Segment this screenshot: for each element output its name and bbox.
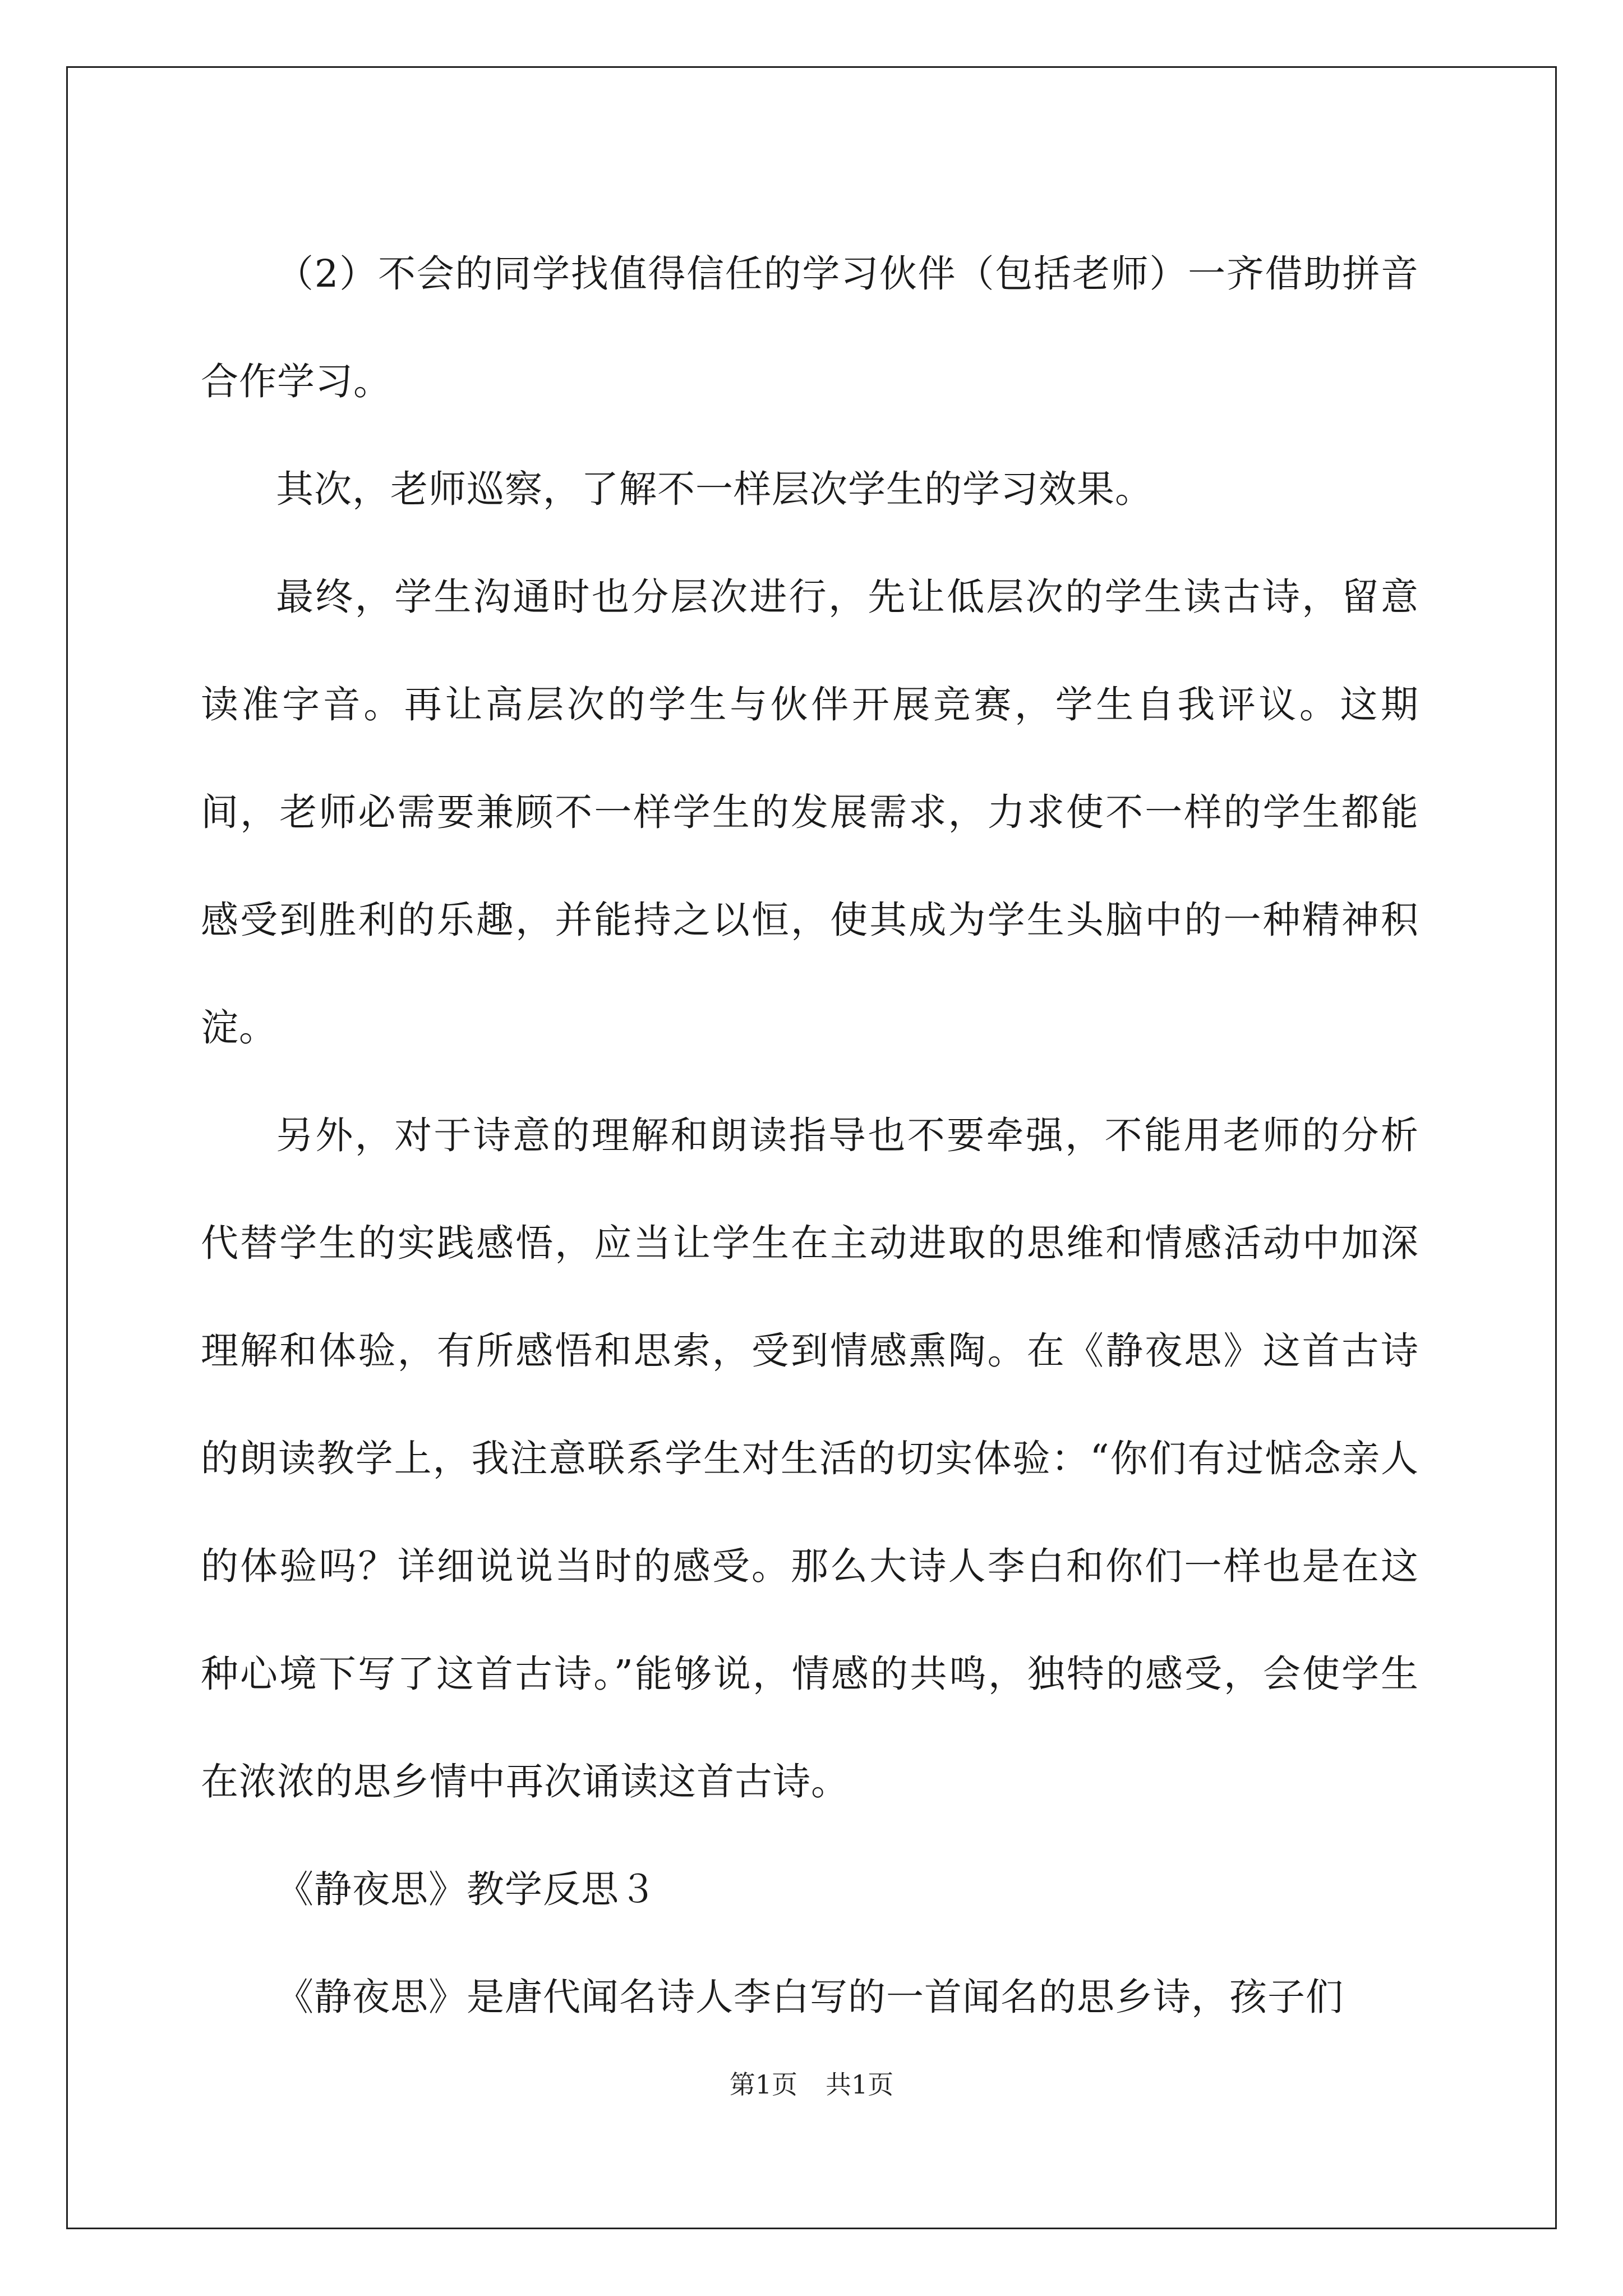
page-number-total: 共1页 xyxy=(826,2069,894,2100)
paragraph-4: 另外，对于诗意的理解和朗读指导也不要牵强，不能用老师的分析代替学生的实践感悟，应当让学生在主动进取的思维和情感活动中加深理解和体验，有所感悟和思索，受到情感熏陶。在《静夜思》这首古诗的朗读教学上，我注意联系学生对生活的切实体验：“你们有过惦念亲人的体验吗？详细说说当时的感受。那么大诗人李白和你们一样也是在这种心境下写了这首古诗。”能够说，情感的共鸣，独特的感受，会使学生在浓浓的思乡情中再次诵读这首古诗。 xyxy=(201,1114,1419,1803)
page-number-current: 第1页 xyxy=(729,2069,797,2100)
paragraph-5: 《静夜思》是唐代闻名诗人李白写的一首闻名的思乡诗，孩子们 xyxy=(276,1975,1344,2019)
paragraph-1: （2）不会的同学找值得信任的学习伙伴（包括老师）一齐借助拼音合作学习。 xyxy=(201,252,1419,403)
page-footer xyxy=(0,2068,1623,2101)
section-heading: 《静夜思》教学反思３ xyxy=(276,1867,657,1911)
paragraph-2: 其次，老师巡察，了解不一样层次学生的学习效果。 xyxy=(276,467,1153,511)
paragraph-3: 最终，学生沟通时也分层次进行，先让低层次的学生读古诗，留意读准字音。再让高层次的学生与伙伴开展竞赛，学生自我评议。这期间，老师必需要兼顾不一样学生的发展需求，力求使不一样的学生都能感受到胜利的乐趣，并能持之以恒，使其成为学生头脑中的一种精神积淀。 xyxy=(201,575,1419,1050)
document-body xyxy=(201,220,1419,2051)
